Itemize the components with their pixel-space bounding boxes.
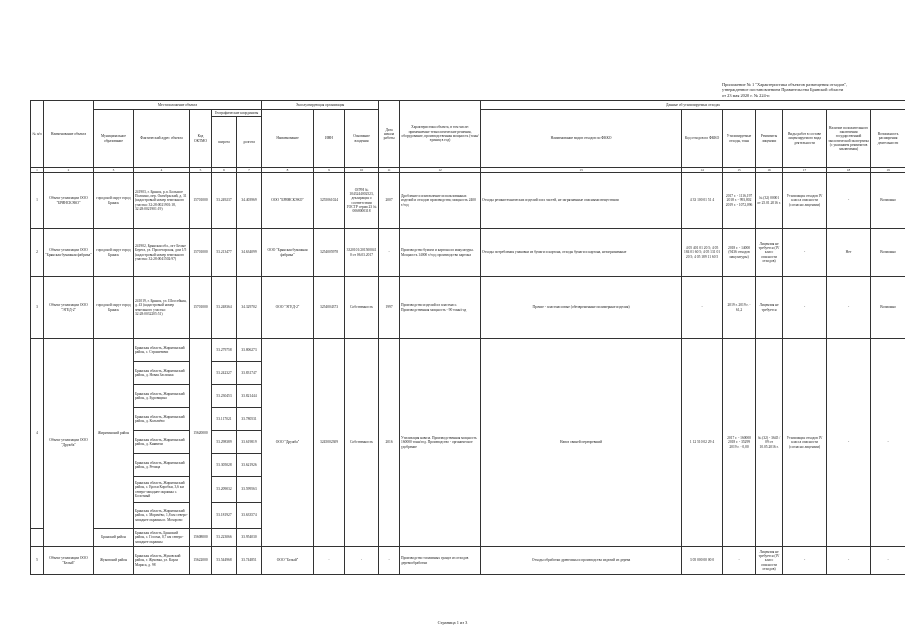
col-number: 14 <box>682 168 723 173</box>
header-object-name: Наименование объекта <box>44 101 94 168</box>
cell-object-name: Объект утилизации ООО "Белый" <box>44 547 94 575</box>
col-number: 1 <box>31 168 44 173</box>
cell-object-name: Объект утилизации ООО "ЭГЕД-2" <box>44 277 94 339</box>
cell-oktmo: 15622000 <box>190 547 212 575</box>
table-row <box>31 547 905 575</box>
col-number: 16 <box>756 168 783 173</box>
cell-waste-types: Прочие - пластмассовые (обезвреженные полимерные изделия) <box>481 277 682 339</box>
cell-utilized: 2017 г. - 1116,197 2018 г. - 993,802 2019 г. - 1072,096 <box>723 173 756 229</box>
cell-address: 241019, г. Брянск, ул. Шоссейная, д. 43 (кадастровый номер земельного участка: 32:28:0032205:51) <box>134 277 190 339</box>
cell-basis: Собственность <box>345 339 379 547</box>
cell-expansion: - <box>871 547 905 575</box>
cell-address: Брянская область, Жирятинский район, д. Новая Заслонка <box>134 362 190 385</box>
cell-num: 5 <box>31 547 44 575</box>
cell-address: 241902, Брянская обл., пгт Белые Берега, ул. Пролетарская, дом 1/5 (кадастровый номер земельного участка: 32:28:0041502:97) <box>134 229 190 277</box>
cell-address: Брянская область, Жуковский район, г. Жуковка, ул. Карла Маркса, д. 98 <box>134 547 190 575</box>
header-oktmo: Код ОКТМО <box>190 110 212 168</box>
cell-lon: 34.329702 <box>237 277 262 339</box>
cell-lat: 53.249237 <box>212 173 237 229</box>
col-number: 4 <box>134 168 190 173</box>
cell-lat: 53.544968 <box>212 547 237 575</box>
cell-lon: 34.634099 <box>237 229 262 277</box>
header-num: № п/п <box>31 101 44 168</box>
cell-activity: Утилизация отходов IV класса опасности (согласно лицензии) <box>783 339 827 547</box>
cell-municipal: Жирятинский район <box>94 339 134 529</box>
table-row <box>31 229 905 277</box>
cell-utilized: - <box>723 547 756 575</box>
cell-oktmo: 15620000 <box>190 339 212 529</box>
cell-oktmo: 15701000 <box>190 229 212 277</box>
cell-lat: 53.248364 <box>212 277 237 339</box>
header-lat: широта <box>212 117 237 168</box>
cell-op-name: ООО "Белый" <box>262 547 314 575</box>
cell-fkko-code: 4 05 401 01 20 5; 4 05 184 01 60 5; 4 05 131 01 20 5; 4 05 189 11 60 5 <box>682 229 723 277</box>
header-expansion: Возможность расширения деятельности <box>871 110 905 168</box>
cell-inn: 3255061024 <box>314 173 345 229</box>
cell-start-date: 1997 <box>379 277 400 339</box>
cell-address: Брянская область, Жирятинский район, д. Колычёво <box>134 408 190 431</box>
cell-expertise: - <box>827 173 871 229</box>
cell-lon: 33.780531 <box>237 408 262 431</box>
cell-lat: 53.223066 <box>212 529 237 547</box>
cell-num: 1 <box>31 173 44 229</box>
col-number: 6 <box>212 168 237 173</box>
header-expertise: Наличие положительного заключения государственной экологической экспертизы (с указанием реквизитов заключения) <box>827 110 871 168</box>
cell-object-name: Объект утилизации ООО "БРЯНСКЭКО" <box>44 173 94 229</box>
cell-op-name: ООО "Дружба" <box>262 339 314 547</box>
cell-inn: 3245002309 <box>314 339 345 547</box>
col-number: 7 <box>237 168 262 173</box>
cell-characteristics: Производство бумаги и картона из макулатуры. Мощность 14000 т/год; производство картона <box>400 229 481 277</box>
cell-start-date: - <box>379 229 400 277</box>
cell-inn: 3254004373 <box>314 277 345 339</box>
col-number: 2 <box>44 168 94 173</box>
cell-characteristics: Производство изделий из пластмасс. Производственная мощность - 90 тонн/год <box>400 277 481 339</box>
cell-lat: 53.181927 <box>212 503 237 529</box>
header-basis: Основание владения <box>345 110 379 168</box>
cell-start-date: 2007 <box>379 173 400 229</box>
header-characteristics: Характеристика объекта, в том числе: применяемые технологические решения, оборудование, производственная мощность (тонн/единиц в год) <box>400 101 481 168</box>
cell-lon: 33.744851 <box>237 547 262 575</box>
cell-activity: - <box>783 277 827 339</box>
cell-waste-types: Отходы резинотехнических изделий и их частей, не загрязненные опасными веществами <box>481 173 682 229</box>
table-row <box>31 277 905 339</box>
cell-basis: Собственность <box>345 277 379 339</box>
header-operator-group: Эксплуатирующая организация <box>262 101 379 110</box>
cell-lon: 33.954030 <box>237 529 262 547</box>
cell-address: Брянская область, Брянский район, с. Госома, 0,7 км северо-западнее окраины <box>134 529 190 547</box>
header-start-date: Дата начала работы <box>379 101 400 168</box>
cell-municipal: городской округ город Брянск <box>94 173 134 229</box>
cell-fkko-code: 4 33 100 01 51 4 <box>682 173 723 229</box>
col-number: 18 <box>827 168 871 173</box>
col-number: 3 <box>94 168 134 173</box>
cell-municipal: Жуковский район <box>94 547 134 575</box>
cell-municipal: Брянский район <box>94 529 134 547</box>
appendix-line-3: от 23 мая 2020 г. № 224-п <box>722 92 770 98</box>
cell-waste-types: Отходы обработки древесины и производства изделий из дерева <box>481 547 682 575</box>
cell-inn: 3254005978 <box>314 229 345 277</box>
cell-oktmo: 15701000 <box>190 173 212 229</box>
cell-activity: - <box>783 547 827 575</box>
cell-lon: 34.403969 <box>237 173 262 229</box>
cell-lat: 53.305028 <box>212 454 237 477</box>
cell-oktmo: 15608000 <box>190 529 212 547</box>
cell-license: Лицензия не требуется (IV класс опасности отходов) <box>756 547 783 575</box>
cell-lon: 33.633574 <box>237 503 262 529</box>
cell-num <box>31 529 44 547</box>
cell-expertise: Нет <box>827 229 871 277</box>
cell-basis: ОГРН № 1043244002523, декларация о соответствии ГОСТР серии 23 № 0068000318 <box>345 173 379 229</box>
col-number: 9 <box>314 168 345 173</box>
cell-op-name: ООО "ЭГЕД-2" <box>262 277 314 339</box>
header-location-group: Местоположение объекта <box>94 101 262 110</box>
cell-lat: 53.279758 <box>212 339 237 362</box>
cell-lat: 53.242327 <box>212 362 237 385</box>
cell-expansion: - <box>871 339 905 547</box>
cell-characteristics: Дробление и измельчение использованных изделий и отходов производства; мощность 2400 т/год <box>400 173 481 229</box>
cell-object-name: Объект утилизации ООО "Дружба" <box>44 339 94 547</box>
cell-waste-types: Отходы потребления упаковки из бумаги и картона, отходы бумаги и картона, незагрязненные <box>481 229 682 277</box>
appendix-note <box>722 82 898 98</box>
cell-license: № (32) - 3645 / 09 от 10.05.2016 г. <box>756 339 783 547</box>
cell-waste-types: Навоз свиней перепревший <box>481 339 682 547</box>
cell-start-date: - <box>379 547 400 575</box>
cell-lat: 53.209032 <box>212 477 237 503</box>
cell-expansion: Возможно <box>871 277 905 339</box>
waste-facilities-table <box>30 100 905 575</box>
cell-expertise: - <box>827 547 871 575</box>
cell-lon: 33.599563 <box>237 477 262 503</box>
cell-start-date: 2016 <box>379 339 400 547</box>
cell-num: 2 <box>31 229 44 277</box>
col-number: 17 <box>783 168 827 173</box>
col-number: 11 <box>379 168 400 173</box>
header-municipal: Муниципальное образование <box>94 110 134 168</box>
cell-utilized: 2017 г. - 160000 2018 г. - 35299 2019 г. - 0,00 <box>723 339 756 547</box>
cell-lon: 33.821444 <box>237 385 262 408</box>
cell-fkko-code: 1 12 510 02 29 4 <box>682 339 723 547</box>
cell-expertise: - <box>827 277 871 339</box>
cell-license: Лицензия не требуется (IV класс опасности отходов) <box>756 229 783 277</box>
cell-lon: 33.621926 <box>237 454 262 477</box>
cell-expertise: - <box>827 339 871 547</box>
cell-basis: - <box>345 547 379 575</box>
cell-fkko-code: 3 05 000 00 00 0 <box>682 547 723 575</box>
cell-lat: 53.213477 <box>212 229 237 277</box>
col-number: 13 <box>481 168 682 173</box>
cell-license: Лицензия не требуется <box>756 277 783 339</box>
col-number: 10 <box>345 168 379 173</box>
cell-address: Брянская область, Жирятинский район, с. Ерохи Коробки, 3,6 км северо-западнее окраины с. Болотный <box>134 477 190 503</box>
cell-utilized: 2018 г. - 14000 (9436 отходов макулатуры) <box>723 229 756 277</box>
cell-lon: 33.806273 <box>237 339 262 362</box>
page-footer: Страница 1 из 3 <box>437 620 468 625</box>
header-lon: долгота <box>237 117 262 168</box>
header-fkko-code: Код отходов по ФККО <box>682 110 723 168</box>
cell-lat: 53.298389 <box>212 431 237 454</box>
cell-characteristics: Производство топливных гранул из отходов деревообработки <box>400 547 481 575</box>
cell-num: 3 <box>31 277 44 339</box>
cell-address: Брянская область, Жирятинский район, с. Морачёво, 1,8 км северо-западнее окраины п. Мохорово <box>134 503 190 529</box>
header-waste-group: Данные об утилизируемых отходах <box>481 101 905 110</box>
header-waste-types: Наименование видов отходов по ФККО <box>481 110 682 168</box>
cell-lat: 53.117021 <box>212 408 237 431</box>
cell-activity: - <box>783 229 827 277</box>
cell-characteristics: Утилизация навоза. Производственная мощность 160000 тонн/год. Производство - органическое удобрение <box>400 339 481 547</box>
col-number: 15 <box>723 168 756 173</box>
cell-inn: - <box>314 547 345 575</box>
cell-oktmo: 15701000 <box>190 277 212 339</box>
col-number: 12 <box>400 168 481 173</box>
cell-activity: Утилизация отходов IV класса опасности (согласно лицензии) <box>783 173 827 229</box>
cell-lat: 53.230453 <box>212 385 237 408</box>
header-inn: ИНН <box>314 110 345 168</box>
col-number: 8 <box>262 168 314 173</box>
cell-license: № (32) 00001 от 25.01.2016 г. <box>756 173 783 229</box>
cell-municipal: городской округ город Брянск <box>94 277 134 339</box>
col-number: 5 <box>190 168 212 173</box>
cell-municipal: городской округ город Брянск <box>94 229 134 277</box>
header-utilized: Утилизируемые отходы, тонн <box>723 110 756 168</box>
header-activity: Виды работ в составе лицензируемого вида деятельности <box>783 110 827 168</box>
header-op-name: Наименование <box>262 110 314 168</box>
cell-lon: 33.619819 <box>237 431 262 454</box>
cell-utilized: 2019 г. 2019 г. - 61,2 <box>723 277 756 339</box>
cell-address: Брянская область, Жирятинский район, д. Речица <box>134 454 190 477</box>
appendix-line-2: утвержденное постановлением Правительства Брянской области <box>722 87 844 93</box>
cell-address: Брянская область, Жирятинский район, д. Буровщина <box>134 385 190 408</box>
cell-address: 241903, г. Брянск, р.п. Большое Полпино, пер. Октябрьский, д. 31 (кадастровый номер земельного участка: 32:28:0021901:18, 32:28:0021901:19) <box>134 173 190 229</box>
header-license: Реквизиты лицензии <box>756 110 783 168</box>
cell-basis: 3320101/2015000410 от 06.03.2017 <box>345 229 379 277</box>
header-coords-group: Географические координаты <box>212 110 262 117</box>
cell-op-name: ООО "БРЯНСКЭКО" <box>262 173 314 229</box>
cell-expansion: Возможно <box>871 173 905 229</box>
table-row <box>31 173 905 229</box>
cell-address: Брянская область, Жирятинский район, с. Страшевичи <box>134 339 190 362</box>
cell-object-name: Объект утилизации ООО "Брянская бумажная фабрика" <box>44 229 94 277</box>
cell-num: 4 <box>31 339 44 529</box>
cell-expansion: Возможно <box>871 229 905 277</box>
header-address: Фактический адрес объекта <box>134 110 190 168</box>
cell-fkko-code: - <box>682 277 723 339</box>
cell-op-name: ООО "Брянская бумажная фабрика" <box>262 229 314 277</box>
col-number: 19 <box>871 168 905 173</box>
cell-lon: 33.831747 <box>237 362 262 385</box>
appendix-line-1: Приложение № 1 "Характеристика объектов размещения отходов", <box>722 82 848 87</box>
cell-address: Брянская область, Жирятинский район, д. Княвичи <box>134 431 190 454</box>
table-row <box>31 339 905 362</box>
